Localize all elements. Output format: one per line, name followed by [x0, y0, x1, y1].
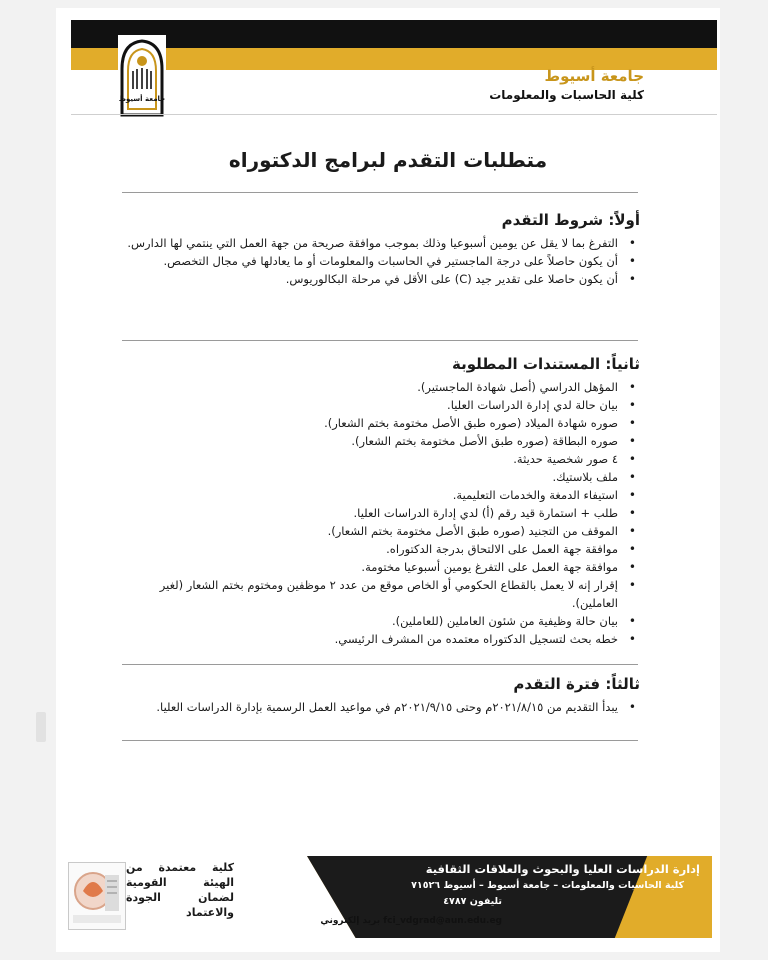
list-item: • إقرار إنه لا يعمل بالقطاع الحكومي أو الخاص موقع من عدد ٢ موظفين ومختوم بختم الشعار (لغير العاملين).	[120, 576, 618, 612]
document-page	[56, 8, 720, 952]
university-name: جامعة أسيوط	[544, 67, 644, 85]
window-edge-tab	[36, 712, 46, 742]
section-heading: ثانياً: المستندات المطلوبة	[451, 355, 640, 373]
section-documents	[120, 354, 640, 648]
document-title: متطلبات التقدم لبرامج الدكتوراه	[228, 148, 548, 172]
list-item: • خطه بحث لتسجيل الدكتوراه معتمده من المشرف الرئيسي.	[120, 630, 618, 648]
divider	[122, 340, 638, 341]
list-item: • ٤ صور شخصية حديثة.	[120, 450, 618, 468]
list-item: • موافقة جهة العمل على التفرغ يومين أسبوعيا مختومة.	[120, 558, 618, 576]
list-item: • المؤهل الدراسي (أصل شهادة الماجستير).	[120, 378, 618, 396]
list-item: • صوره شهادة الميلاد (صوره طبق الأصل مختومة بختم الشعار).	[120, 414, 618, 432]
list-item: • بيان حالة وظيفية من شئون العاملين (للعاملين).	[120, 612, 618, 630]
footer-phone: تليفون ٤٧٨٧	[443, 896, 502, 907]
logo-text: جامعة أسيوط	[118, 95, 166, 103]
section-period	[120, 674, 640, 716]
list-item: • الموقف من التجنيد (صوره طبق الأصل مختومة بختم الشعار).	[120, 522, 618, 540]
divider	[122, 192, 638, 193]
list-item: • أن يكون حاصلا على تقدير جيد (C) على الأقل في مرحلة البكالوريوس.	[120, 270, 618, 288]
footer-dept: إدارة الدراسات العليا والبحوث والعلاقات الثقافية	[425, 862, 700, 876]
header-black-band	[71, 20, 717, 48]
list-item: • صوره البطاقة (صوره طبق الأصل مختومة بختم الشعار).	[120, 432, 618, 450]
faculty-name: كلية الحاسبات والمعلومات	[489, 88, 644, 102]
header-divider	[71, 114, 717, 115]
list-item: • أن يكون حاصلاً على درجة الماجستير في الحاسبات والمعلومات أو ما يعادلها في مجال التخصص.	[120, 252, 618, 270]
divider	[122, 664, 638, 665]
section-heading: ثالثاً: فترة التقدم	[513, 675, 640, 693]
section-conditions	[120, 210, 640, 288]
footer-address: كلية الحاسبات والمعلومات – جامعة أسيوط – أسيوط ٧١٥٢٦	[411, 880, 684, 891]
quality-accreditation-icon	[68, 862, 126, 930]
section-heading: أولاً: شروط التقدم	[501, 211, 640, 229]
divider	[122, 740, 638, 741]
university-logo-icon	[118, 35, 166, 117]
footer	[68, 856, 712, 938]
list-item: • استيفاء الدمغة والخدمات التعليمية.	[120, 486, 618, 504]
list-item: • طلب + استمارة قيد رقم (أ) لدي إدارة الدراسات العليا.	[120, 504, 618, 522]
list-item: • موافقة جهة العمل على الالتحاق بدرجة الدكتوراه.	[120, 540, 618, 558]
list-item: • بيان حالة لدي إدارة الدراسات العليا.	[120, 396, 618, 414]
list-item: • ملف بلاستيك.	[120, 468, 618, 486]
list-item: • يبدأ التقديم من ٢٠٢١/٨/١٥م وحتى ٢٠٢١/٩/١٥م في مواعيد العمل الرسمية بإدارة الدراسات العليا.	[120, 698, 618, 716]
quality-statement: كلية معتمدة من الهيئة القومية لضمان الجودة والاعتماد	[126, 861, 234, 919]
footer-email: بريد إلكتروني fci_vdgrad@aun.edu.eg	[320, 916, 502, 926]
list-item: • التفرغ بما لا يقل عن يومين أسبوعيا وذلك بموجب موافقة صريحة من جهة العمل التي ينتمي لها الدارس.	[120, 234, 618, 252]
